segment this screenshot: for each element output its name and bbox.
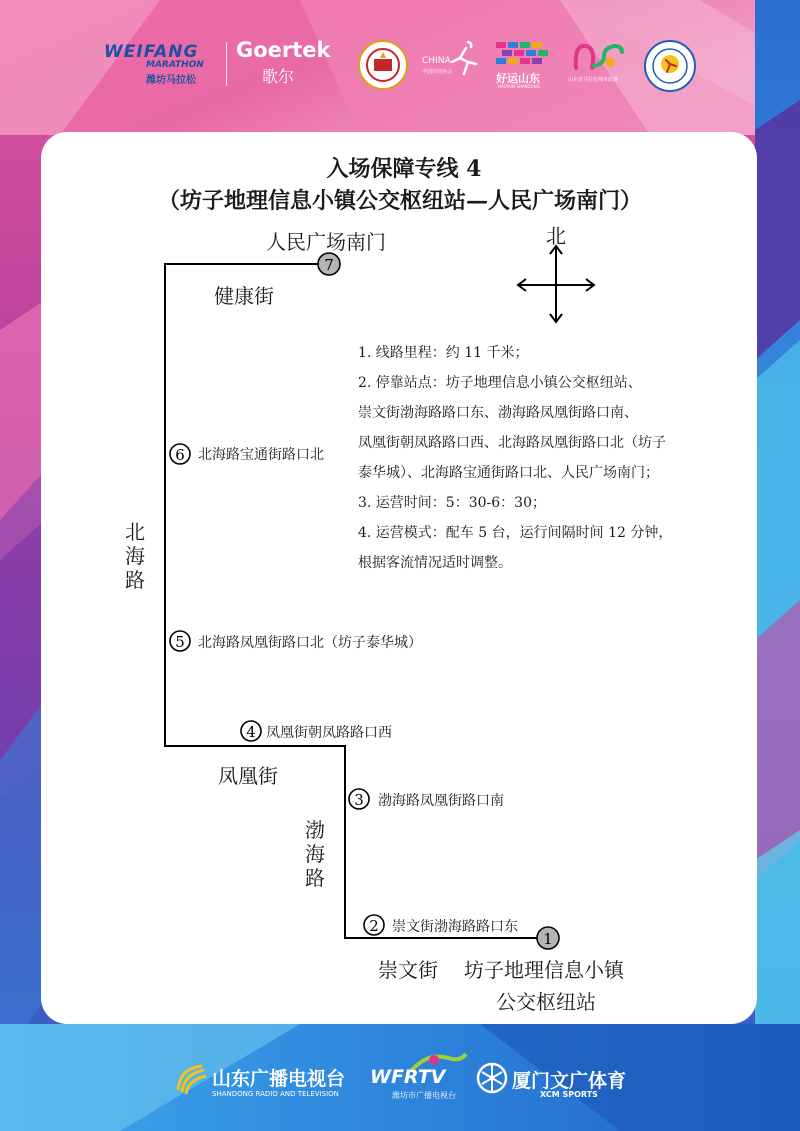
weifang-logo-subtext: MARATHON <box>146 60 204 70</box>
street-label-fenghuang: 凤凰街 <box>218 764 278 788</box>
stop-2-label: 崇文街渤海路路口东 <box>392 919 518 935</box>
street-label-chongwen: 崇文街 <box>378 958 438 982</box>
info-line: 3. 运营时间：5：30-6：30； <box>358 495 546 511</box>
stop-number: 3 <box>354 791 364 809</box>
xcm-sports-logo-icon <box>476 1062 508 1094</box>
xcm-sports-name-en: XCM SPORTS <box>540 1090 598 1099</box>
sdtv-logo-icon <box>172 1060 210 1098</box>
shandong-league-subtext: 山东省马拉松城市联赛 <box>568 77 619 83</box>
china-athletics-subtext: 中国田径协会 <box>422 69 453 75</box>
goertek-logo-en: Goertek <box>236 38 331 62</box>
haoyun-shandong-text: 好运山东 <box>496 72 540 85</box>
route-subtitle: （坊子地理信息小镇公交枢纽站—人民广场南门） <box>157 188 642 214</box>
weifang-logo-text: WEIFANG <box>104 42 199 62</box>
wfrtv-name-cn: 潍坊市广播电视台 <box>392 1091 456 1100</box>
info-line: 1. 线路里程：约 11 千米； <box>358 345 529 361</box>
stop-3-label: 渤海路凤凰街路口南 <box>378 793 504 809</box>
info-line: 凤凰街朝凤路路口西、北海路凤凰街路口北（坊子 <box>358 435 666 451</box>
weifang-logo-cn: 潍坊马拉松 <box>146 75 196 86</box>
xcm-sports-name: 厦门文广体育 <box>512 1070 627 1092</box>
wfrtv-name: WFRTV <box>370 1066 446 1088</box>
stop-4-label: 凤凰街朝凤路路口西 <box>266 725 392 741</box>
stop-1-label: 坊子地理信息小镇 <box>464 958 624 982</box>
stop-marker-3 <box>349 789 369 809</box>
stop-1-label-line2: 公交枢纽站 <box>496 990 596 1014</box>
stop-marker-5 <box>170 631 190 651</box>
stop-6-label: 北海路宝通街路口北 <box>198 447 324 463</box>
stop-number: 1 <box>543 930 553 948</box>
stop-number: 4 <box>246 723 256 741</box>
goertek-logo-cn: 歌尔 <box>262 67 295 86</box>
street-label-beihai: 北海路 <box>125 520 145 592</box>
haoyun-shandong-subtext: HAOYUN SHANDONG <box>498 84 540 89</box>
stop-number: 6 <box>175 446 185 464</box>
stop-marker-1 <box>537 927 559 949</box>
info-line: 2. 停靠站点：坊子地理信息小镇公交枢纽站、 <box>358 375 642 391</box>
info-line: 泰华城）、北海路宝通街路口北、人民广场南门； <box>358 465 659 481</box>
stop-number: 2 <box>369 917 379 935</box>
stop-7-label: 人民广场南门 <box>266 230 386 254</box>
stop-number: 5 <box>175 633 185 651</box>
stop-marker-6 <box>170 444 190 464</box>
street-label-jiankang: 健康街 <box>214 284 274 308</box>
china-athletics-text: CHINA <box>422 56 451 66</box>
street-label-bohai: 渤海路 <box>305 818 325 890</box>
compass-north-label: 北 <box>546 224 566 248</box>
info-line: 根据客流情况适时调整。 <box>358 555 512 571</box>
route-info <box>358 338 748 578</box>
stop-marker-7 <box>318 253 340 275</box>
route-title: 入场保障专线 4 <box>326 156 482 182</box>
stop-number: 7 <box>324 256 334 274</box>
sdtv-name: 山东广播电视台 <box>212 1068 346 1090</box>
stop-5-label: 北海路凤凰街路口北（坊子泰华城） <box>198 635 422 651</box>
stop-marker-4 <box>241 721 261 741</box>
stop-marker-2 <box>364 915 384 935</box>
sdtv-name-en: SHANDONG RADIO AND TELEVISION <box>212 1090 339 1098</box>
info-line: 崇文街渤海路路口东、渤海路凤凰街路口南、 <box>358 405 638 421</box>
info-line: 4. 运营模式：配车 5 台，运行间隔时间 12 分钟， <box>358 525 673 541</box>
